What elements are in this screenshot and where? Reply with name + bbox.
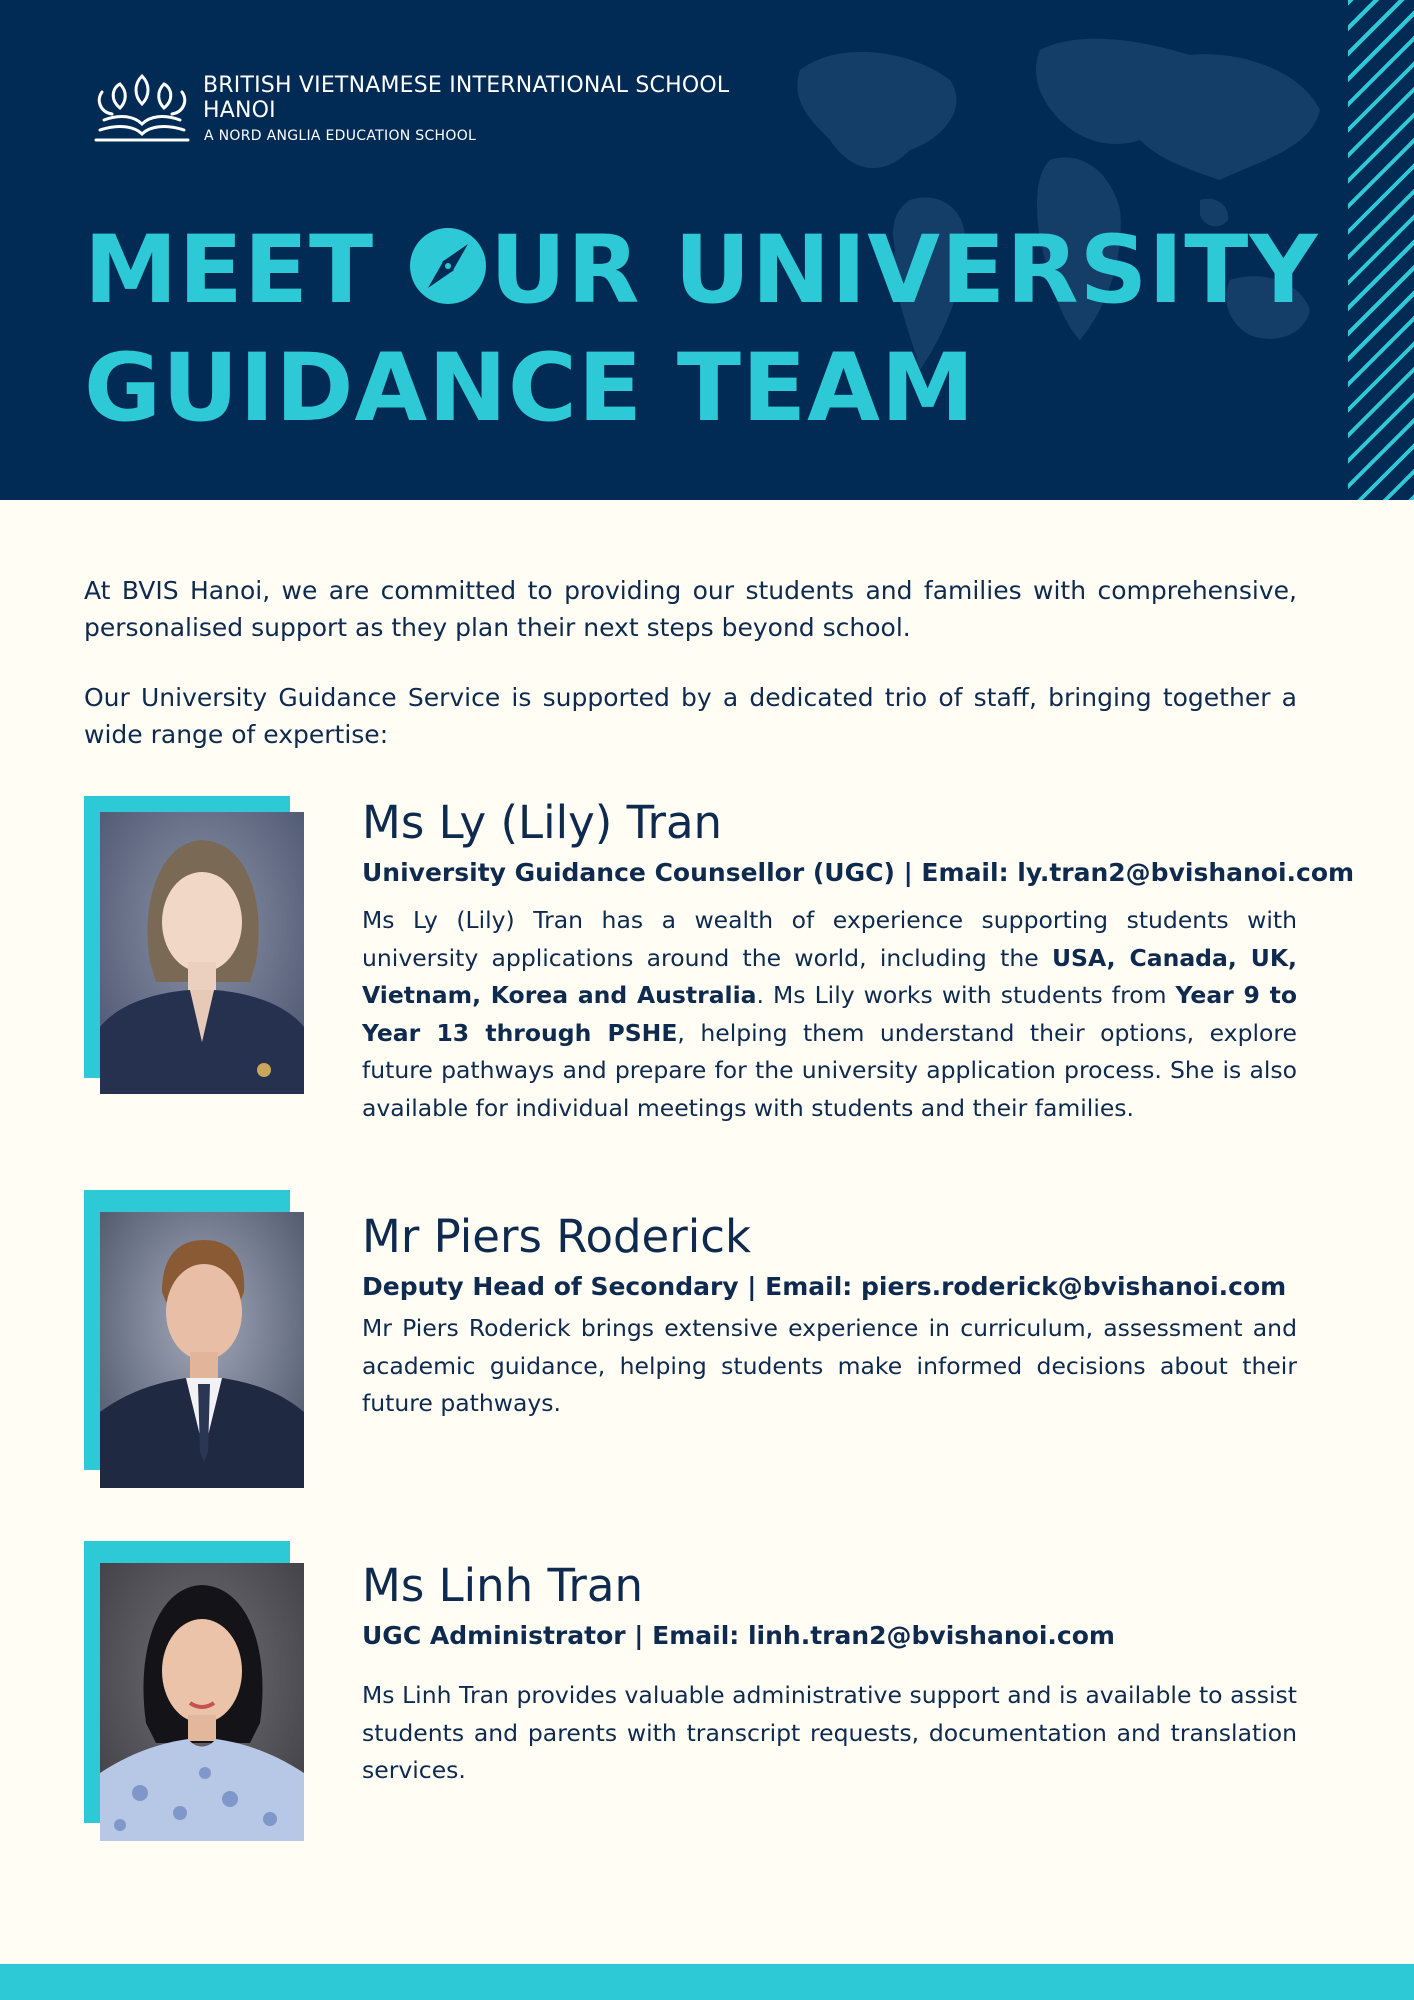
school-name-line2: HANOI (203, 98, 276, 123)
page-title (84, 212, 1318, 448)
person-role-email: Deputy Head of Secondary | Email: piers.roderick@bvishanoi.com (362, 1272, 1287, 1301)
person-bio: Ms Linh Tran provides valuable administrative support and is available to assist students and parents with transcript requests, documentation and translation services. (362, 1681, 1297, 1784)
person-role-email: UGC Administrator | Email: linh.tran2@bvishanoi.com (362, 1621, 1115, 1650)
title-line-2: GUIDANCE TEAM (84, 334, 976, 443)
header-banner (0, 0, 1414, 500)
title-words-ur-university: UR UNIVERSITY (489, 216, 1319, 325)
bio-bold-countries: USA, Canada, UK, Vietnam, Korea and Australia (362, 943, 1297, 1009)
school-name-line1: BRITISH VIETNAMESE INTERNATIONAL SCHOOL (203, 73, 730, 98)
intro-paragraph-1: At BVIS Hanoi, we are committed to providing our students and families with comprehensive, personalised support as they plan their next steps beyond school. (84, 576, 1297, 642)
portrait-photo-linh-tran (100, 1561, 304, 1843)
title-word-meet: MEET (84, 216, 375, 325)
footer-bar (0, 1964, 1414, 2000)
person-bio: Mr Piers Roderick brings extensive experience in curriculum, assessment and academic guidance, helping students make informed decisions about their future pathways. (362, 1314, 1297, 1417)
person-name: Ms Linh Tran (362, 1559, 643, 1612)
school-name (203, 73, 803, 123)
person-role-email: University Guidance Counsellor (UGC) | Email: ly.tran2@bvishanoi.com (362, 858, 1355, 887)
bio-text-1: Ms Ly (Lily) Tran has a wealth of experience supporting students with university applications around the world, including the (362, 906, 1297, 972)
team-member-text (362, 796, 1355, 1127)
portrait-photo-lily-tran (100, 812, 304, 1094)
striped-accent (1348, 0, 1414, 500)
bio-text-3: , helping them understand their options, explore future pathways and prepare for the university application process. She is also available for individual meetings with students and their families. (362, 1018, 1298, 1122)
intro-paragraph-2: Our University Guidance Service is supported by a dedicated trio of staff, bringing together a wide range of expertise: (84, 683, 1297, 749)
person-name: Mr Piers Roderick (362, 1210, 752, 1263)
team-member-text (362, 1559, 1297, 1790)
bio-bold-years: Year 9 to Year 13 through PSHE (362, 981, 1297, 1047)
person-bio (362, 902, 1297, 1127)
team-member-text (362, 1210, 1297, 1423)
portrait-photo-piers-roderick (100, 1212, 304, 1488)
title-line-1 (84, 212, 1318, 330)
school-crown-logo-icon (90, 70, 195, 145)
bio-text-2: . Ms Lily works with students from (756, 981, 1176, 1009)
school-subtitle: A NORD ANGLIA EDUCATION SCHOOL (204, 128, 477, 144)
person-name: Ms Ly (Lily) Tran (362, 796, 723, 849)
compass-icon (408, 226, 488, 306)
